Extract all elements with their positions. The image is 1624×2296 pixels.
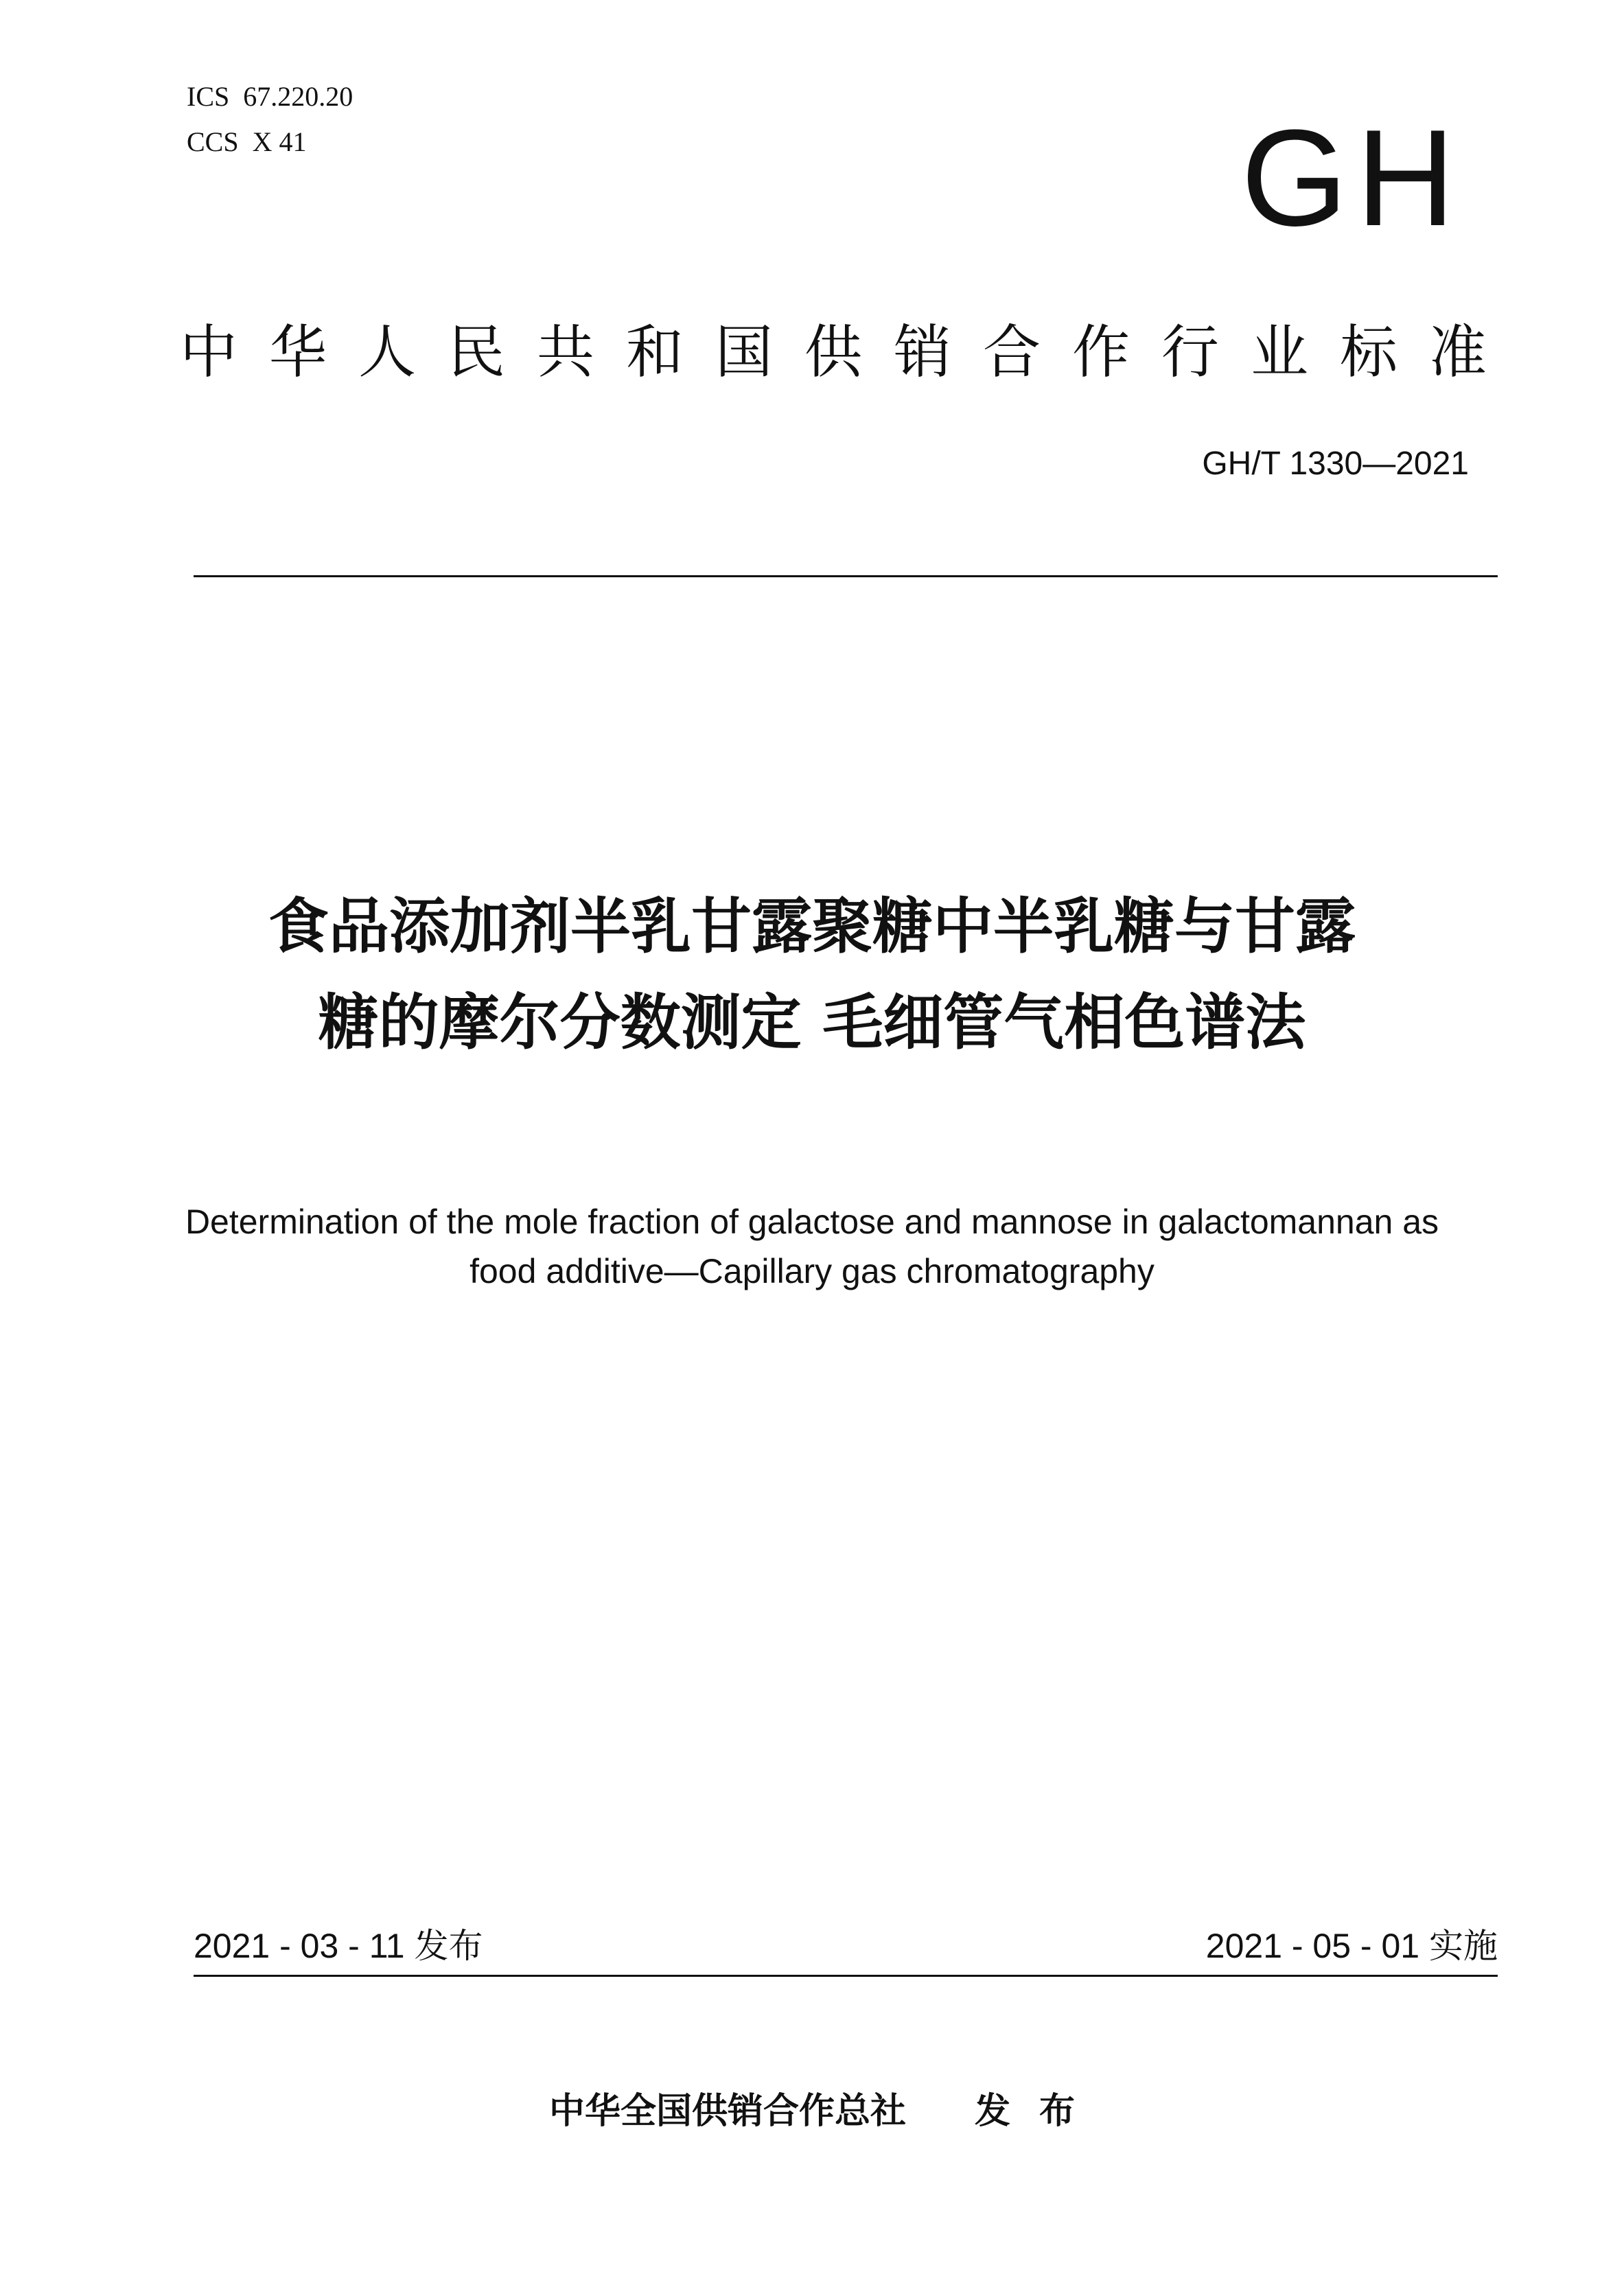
gh-logo: GH <box>1241 102 1463 255</box>
publish-action: 发布 <box>975 2091 1104 2132</box>
english-title <box>137 1197 1487 1296</box>
ccs-code: CCS X 41 <box>187 126 307 157</box>
publisher-organization: 中华全国供销合作总社 <box>549 2091 907 2132</box>
chinese-title-line-2: 糖的摩尔分数测定 毛细管气相色谱法 <box>318 987 1306 1058</box>
bottom-divider <box>194 1975 1498 1977</box>
classification-codes <box>187 74 353 165</box>
implementation-date: 2021 - 05 - 01 实施 <box>1205 1927 1498 1965</box>
publisher-line <box>549 2084 1104 2139</box>
chinese-title <box>137 879 1487 1071</box>
issue-date: 2021 - 03 - 11 发布 <box>194 1927 483 1965</box>
standard-number: GH/T 1330—2021 <box>1202 445 1469 482</box>
standard-category: 中华人民共和国供销合作行业标准 <box>180 318 1519 386</box>
english-title-line-2: food additive—Capillary gas chromatography <box>469 1252 1155 1290</box>
english-title-line-1: Determination of the mole fraction of galactose and mannose in galactomannan as <box>185 1203 1439 1241</box>
ics-code: ICS 67.220.20 <box>187 81 353 112</box>
top-divider <box>194 575 1498 577</box>
chinese-title-line-1: 食品添加剂半乳甘露聚糖中半乳糖与甘露 <box>268 891 1356 962</box>
